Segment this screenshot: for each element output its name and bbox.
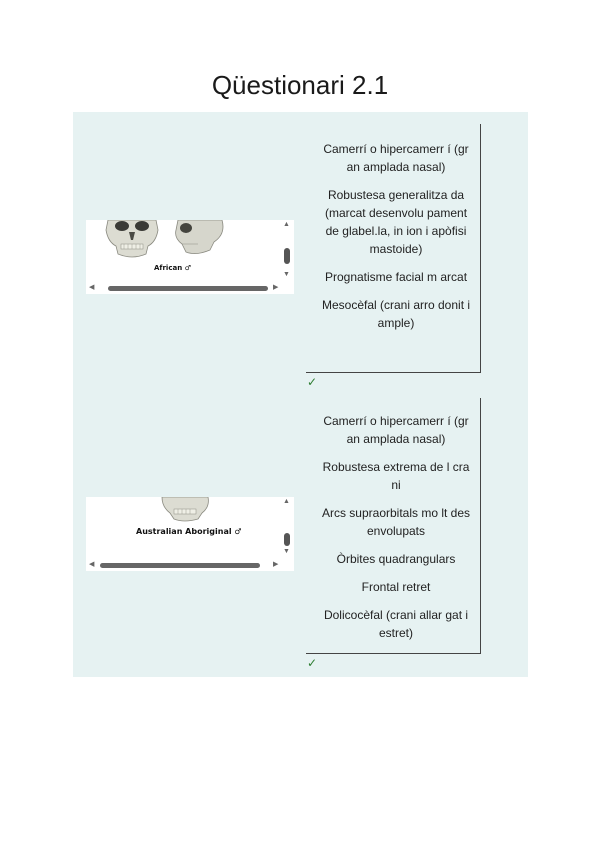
triangle-down-icon[interactable]: ▼ bbox=[283, 548, 290, 555]
scroll-thumb[interactable] bbox=[100, 563, 260, 568]
triangle-right-icon[interactable]: ▶ bbox=[273, 561, 279, 568]
horizontal-scrollbar[interactable] bbox=[86, 559, 294, 571]
image-viewer-1[interactable] bbox=[86, 220, 294, 294]
image-label-australian-aboriginal: Australian Aboriginal ♂ bbox=[136, 527, 242, 536]
vertical-scrollbar[interactable] bbox=[280, 220, 294, 282]
scroll-thumb[interactable] bbox=[108, 286, 268, 291]
question-2 bbox=[73, 398, 528, 677]
triangle-right-icon[interactable]: ▶ bbox=[273, 284, 279, 291]
triangle-down-icon[interactable]: ▼ bbox=[283, 271, 290, 278]
scroll-thumb[interactable] bbox=[284, 248, 290, 264]
answer-option[interactable]: Arcs supraorbitals mo lt desenvolupats bbox=[321, 506, 471, 538]
triangle-up-icon[interactable]: ▲ bbox=[283, 221, 290, 228]
page-title: Qüestionari 2.1 bbox=[211, 70, 389, 100]
scroll-thumb[interactable] bbox=[284, 533, 290, 546]
answer-list-1 bbox=[306, 124, 481, 373]
image-label-african: African ♂ bbox=[154, 264, 191, 272]
check-icon: ✓ bbox=[307, 375, 318, 389]
horizontal-scrollbar[interactable] bbox=[86, 282, 294, 294]
triangle-left-icon[interactable]: ◀ bbox=[89, 284, 95, 291]
answer-option[interactable]: Mesocèfal (crani arro donit i ample) bbox=[321, 298, 471, 330]
answer-option[interactable]: Camerrí o hipercamerr í (gran amplada nasal) bbox=[323, 142, 469, 174]
answer-option[interactable]: Robustesa generalitza da (marcat desenvolu pament de glabel.la, in ion i apòfisi mastoide) bbox=[324, 188, 468, 256]
answer-option[interactable]: Prognatisme facial m arcat bbox=[324, 270, 468, 284]
triangle-up-icon[interactable]: ▲ bbox=[283, 498, 290, 505]
answer-list-2 bbox=[306, 398, 481, 654]
questionnaire-panel bbox=[73, 112, 528, 677]
answer-option[interactable]: Camerrí o hipercamerr í (gran amplada nasal) bbox=[323, 414, 469, 446]
answer-option[interactable]: Dolicocèfal (crani allar gat i estret) bbox=[323, 608, 469, 640]
image-viewer-2[interactable] bbox=[86, 497, 294, 571]
triangle-left-icon[interactable]: ◀ bbox=[89, 561, 95, 568]
vertical-scrollbar[interactable] bbox=[280, 497, 294, 559]
question-1 bbox=[73, 112, 528, 392]
skull-image-african bbox=[86, 220, 278, 282]
check-icon: ✓ bbox=[307, 656, 318, 670]
answer-option[interactable]: Òrbites quadrangulars bbox=[336, 552, 456, 566]
skull-image-australian-aboriginal bbox=[86, 497, 278, 559]
answer-option[interactable]: Frontal retret bbox=[361, 580, 431, 594]
answer-option[interactable]: Robustesa extrema de l crani bbox=[322, 460, 470, 492]
